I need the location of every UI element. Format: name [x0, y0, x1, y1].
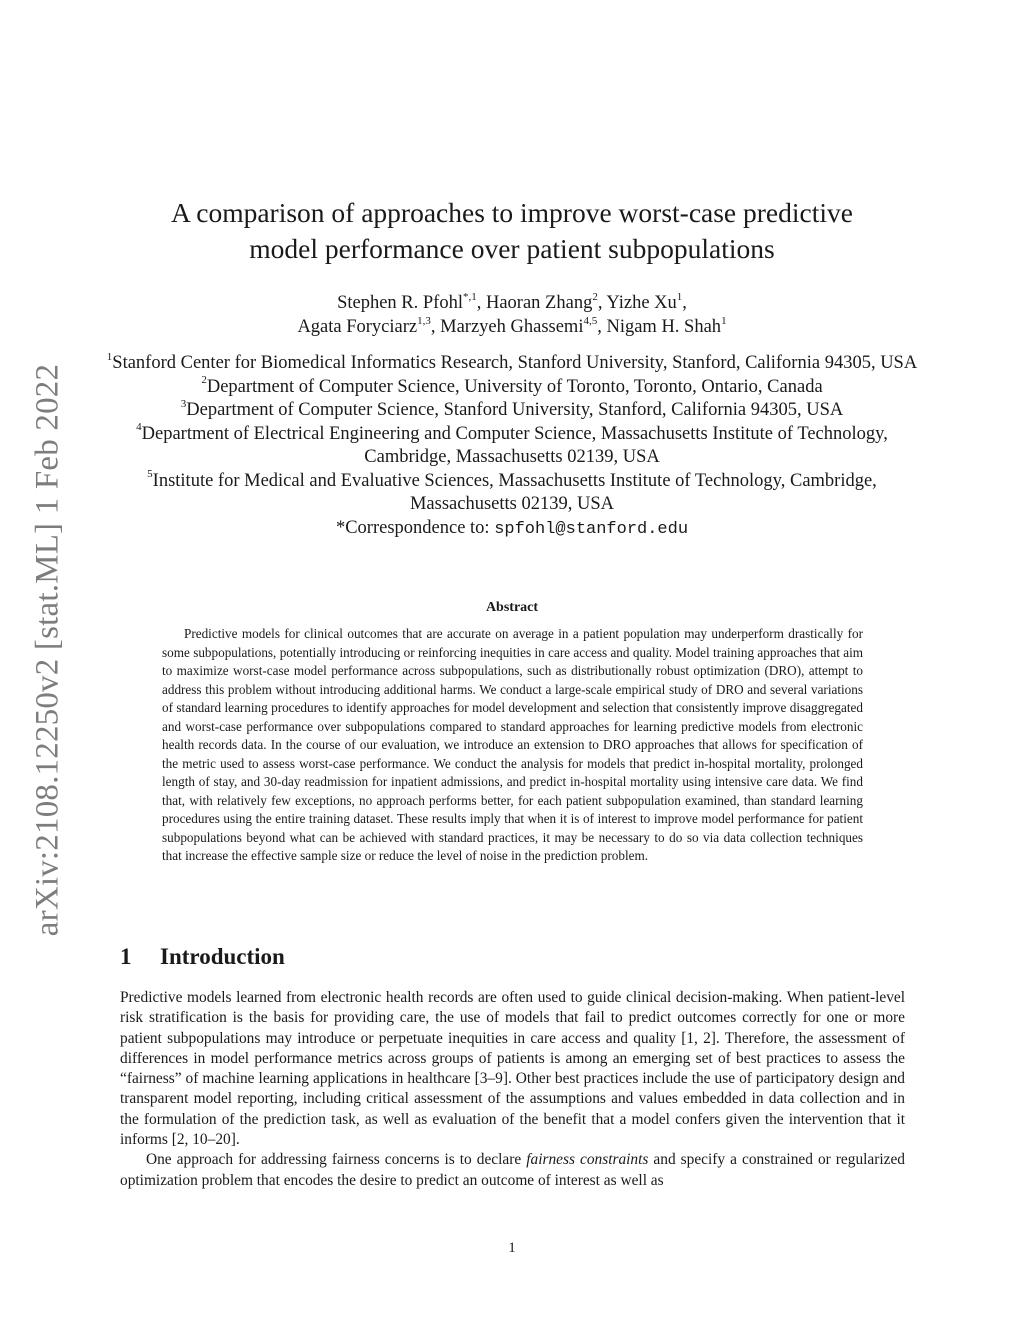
author-name: Marzyeh Ghassemi	[440, 317, 584, 337]
author-affiliation-marker: *,1	[462, 290, 477, 303]
correspondence-email[interactable]: spfohl@stanford.edu	[494, 519, 689, 539]
author-list	[120, 291, 904, 339]
section-title: Introduction	[160, 944, 285, 969]
title-line-1: A comparison of approaches to improve worst-case predictive	[171, 197, 853, 228]
emphasis-text: fairness constraints	[526, 1151, 649, 1169]
affiliation	[100, 399, 924, 423]
correspondence-label: *Correspondence to:	[335, 517, 495, 538]
author-name: Haoran Zhang	[485, 293, 593, 313]
paper-title	[120, 195, 904, 267]
title-line-2: model performance over patient subpopulations	[249, 233, 775, 264]
paragraph-text: One approach for addressing fairness concerns is to declare	[146, 1151, 527, 1169]
arxiv-identifier: arXiv:2108.12250v2 [stat.ML] 1 Feb 2022	[29, 363, 66, 937]
author-line-2	[120, 315, 904, 339]
author-name: Agata Foryciarz	[297, 317, 418, 337]
affiliation-marker: 5	[147, 468, 153, 481]
correspondence-line	[100, 517, 924, 542]
affiliation-marker: 1	[106, 350, 113, 363]
affiliation-text: Department of Computer Science, University of Toronto, Toronto, Ontario, Canada	[206, 376, 823, 397]
paragraph-text: and specify a constrained or regularized optimization problem that encodes the desire to predict an outcome of interest as well as	[120, 1151, 906, 1189]
author-separator: ,	[430, 317, 441, 337]
affiliation-text: Institute for Medical and Evaluative Sciences, Massachusetts Institute of Technology, Cambridge, Massachusetts 02139, USA	[152, 470, 877, 514]
author-affiliation-marker: 1	[721, 314, 727, 327]
affiliation	[100, 423, 924, 470]
affiliation	[100, 352, 924, 376]
page-number: 1	[508, 1240, 516, 1256]
author-separator: ,	[597, 317, 607, 337]
paragraph	[120, 1150, 905, 1191]
affiliation-marker: 4	[136, 421, 142, 434]
affiliation	[100, 470, 924, 517]
abstract-text: Predictive models for clinical outcomes that are accurate on average in a patient population may underperform drastically for some subpopulations, potentially introducing or reinforcing inequities in care access and quality. Model training approaches that aim to maximize worst-case model performance across subpopulations, such as distributionally robust optimization (DRO), attempt to address this problem without introducing additional harms. We conduct a large-scale empirical study of DRO and several variations of standard learning procedures to identify approaches for model development and selection that consistently improve disaggregated and worst-case performance over subpopulations compared to standard approaches for learning predictive models from electronic health records data. In the course of our evaluation, we introduce an extension to DRO approaches that allows for specification of the metric used to assess worst-case performance. We conduct the analysis for models that predict in-hospital mortality, prolonged length of stay, and 30-day readmission for inpatient admissions, and predict in-hospital mortality using intensive care data. We find that, with relatively few exceptions, no approach performs better, for each patient subpopulation examined, than standard learning procedures using the entire training dataset. These results imply that when it is of interest to improve model performance for patient subpopulations beyond what can be achieved with standard practices, it may be necessary to do so via data collection techniques that increase the effective sample size or reduce the level of noise in the prediction problem.	[162, 626, 863, 863]
affiliation-list	[100, 352, 924, 541]
affiliation-text: Department of Computer Science, Stanford University, Stanford, California 94305, USA	[186, 400, 844, 420]
author-separator: ,	[682, 293, 687, 313]
affiliation-text: Stanford Center for Biomedical Informatics Research, Stanford University, Stanford, California 94305, USA	[112, 353, 918, 373]
section-number: 1	[120, 944, 132, 969]
author-affiliation-marker: 2	[592, 290, 598, 303]
abstract-heading: Abstract	[485, 600, 539, 615]
author-affiliation-marker: 1,3	[417, 314, 431, 327]
author-name: Nigam H. Shah	[606, 317, 722, 337]
paragraph: Predictive models learned from electronic health records are often used to guide clinical decision-making. When patient-level risk stratification is the basis for providing care, the use of models that fail to predict outcomes correctly for one or more patient subpopulations may introduce or perpetuate inequities in care access and quality [1, 2]. Therefore, the assessment of differences in model performance metrics across groups of patients is among an emerging set of best practices to assess the “fairness” of machine learning applications in healthcare [3–9]. Other best practices include the use of participatory design and transparent model reporting, including critical assessment of the assumptions and values embedded in data collection and in the formulation of the prediction task, as well as evaluation of the benefit that a model confers given the intervention that it informs [2, 10–20].	[120, 989, 905, 1149]
affiliation-marker: 2	[201, 374, 207, 387]
affiliation-marker: 3	[180, 397, 187, 410]
author-separator: ,	[476, 293, 486, 313]
affiliation-text: Department of Electrical Engineering and Computer Science, Massachusetts Institute of Technology, Cambridge, Massachusetts 02139, USA	[141, 423, 888, 467]
author-separator: ,	[597, 293, 607, 313]
author-affiliation-marker: 4,5	[583, 314, 598, 327]
author-name: Yizhe Xu	[606, 293, 677, 313]
affiliation	[100, 376, 924, 400]
author-name: Stephen R. Pfohl	[337, 293, 463, 313]
author-affiliation-marker: 1	[676, 290, 683, 303]
introduction-body	[120, 988, 905, 1191]
author-line-1	[120, 291, 904, 315]
section-heading	[120, 944, 285, 970]
